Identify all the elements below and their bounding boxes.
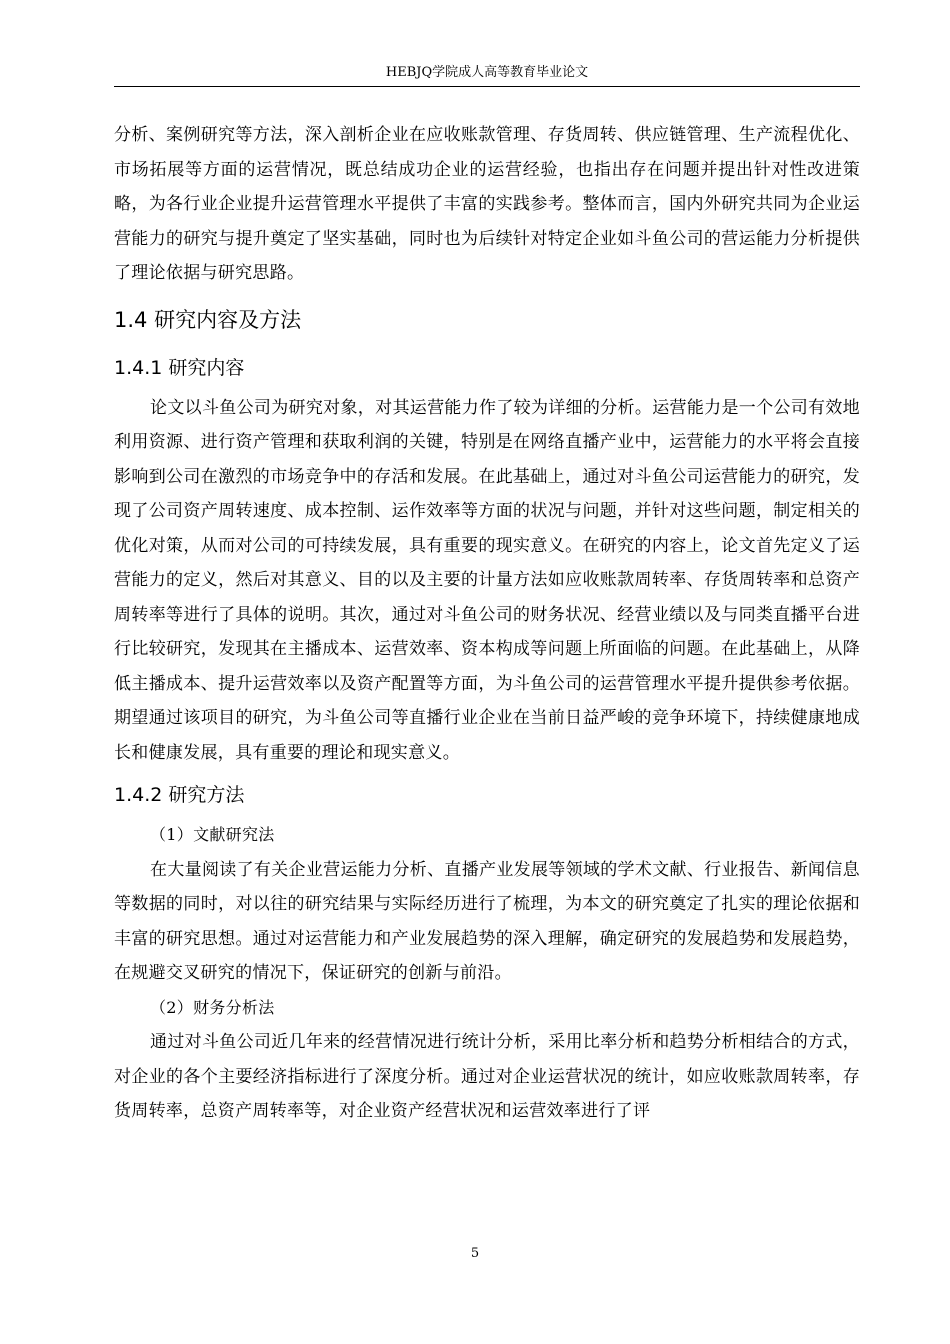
method-2-label: （2）财务分析法 [150,997,275,1017]
subsection-heading-1-4-1: 1.4.1 研究内容 [114,356,245,379]
method-2-paragraph: 通过对斗鱼公司近几年来的经营情况进行统计分析，采用比率分析和趋势分析相结合的方式，对企业的各个主要经济指标进行了深度分析。通过对企业运营状况的统计，如应收账款周转率，存货周转率，总资产周转率等，对企业资产经营状况和运营效率进行了评 [114,1032,860,1121]
section-heading-1-4: 1.4 研究内容及方法 [114,307,302,332]
method-1-paragraph: 在大量阅读了有关企业营运能力分析、直播产业发展等领域的学术文献、行业报告、新闻信息等数据的同时，对以往的研究结果与实际经历进行了梳理，为本文的研究奠定了扎实的理论依据和丰富的研究思想。通过对运营能力和产业发展趋势的深入理解，确定研究的发展趋势和发展趋势，在规避交叉研究的情况下，保证研究的创新与前沿。 [114,859,860,983]
method-1-label: （1）文献研究法 [150,825,275,844]
page-body [114,118,860,1129]
intro-paragraph: 分析、案例研究等方法，深入剖析企业在应收账款管理、存货周转、供应链管理、生产流程优化、市场拓展等方面的运营情况，既总结成功企业的运营经验，也指出存在问题并提出针对性改进策略，为各行业企业提升运营管理水平提供了丰富的实践参考。整体而言，国内外研究共同为企业运营能力的研究与提升奠定了坚实基础，同时也为后续针对特定企业如斗鱼公司的营运能力分析提供了理论依据与研究思路。 [114,125,860,283]
subsection-heading-1-4-2: 1.4.2 研究方法 [114,784,245,806]
page-number: 5 [470,1246,480,1261]
running-header: HEBJQ学院成人高等教育毕业论文 [114,64,860,87]
research-content-paragraph: 论文以斗鱼公司为研究对象，对其运营能力作了较为详细的分析。运营能力是一个公司有效地利用资源、进行资产管理和获取利润的关键，特别是在网络直播产业中，运营能力的水平将会直接影响到公司在激烈的市场竞争中的存活和发展。在此基础上，通过对斗鱼公司运营能力的研究，发现了公司资产周转速度、成本控制、运作效率等方面的状况与问题，并针对这些问题，制定相关的优化对策，从而对公司的可持续发展，具有重要的现实意义。在研究的内容上，论文首先定义了运营能力的定义，然后对其意义、目的以及主要的计量方法如应收账款周转率、存货周转率和总资产周转率等进行了具体的说明。其次，通过对斗鱼公司的财务状况、经营业绩以及与同类直播平台进行比较研究，发现其在主播成本、运营效率、资本构成等问题上所面临的问题。在此基础上，从降低主播成本、提升运营效率以及资产配置等方面，为斗鱼公司的运营管理水平提升提供参考依据。期望通过该项目的研究，为斗鱼公司等直播行业企业在当前日益严峻的竞争环境下，持续健康地成长和健康发展，具有重要的理论和现实意义。 [114,397,860,763]
